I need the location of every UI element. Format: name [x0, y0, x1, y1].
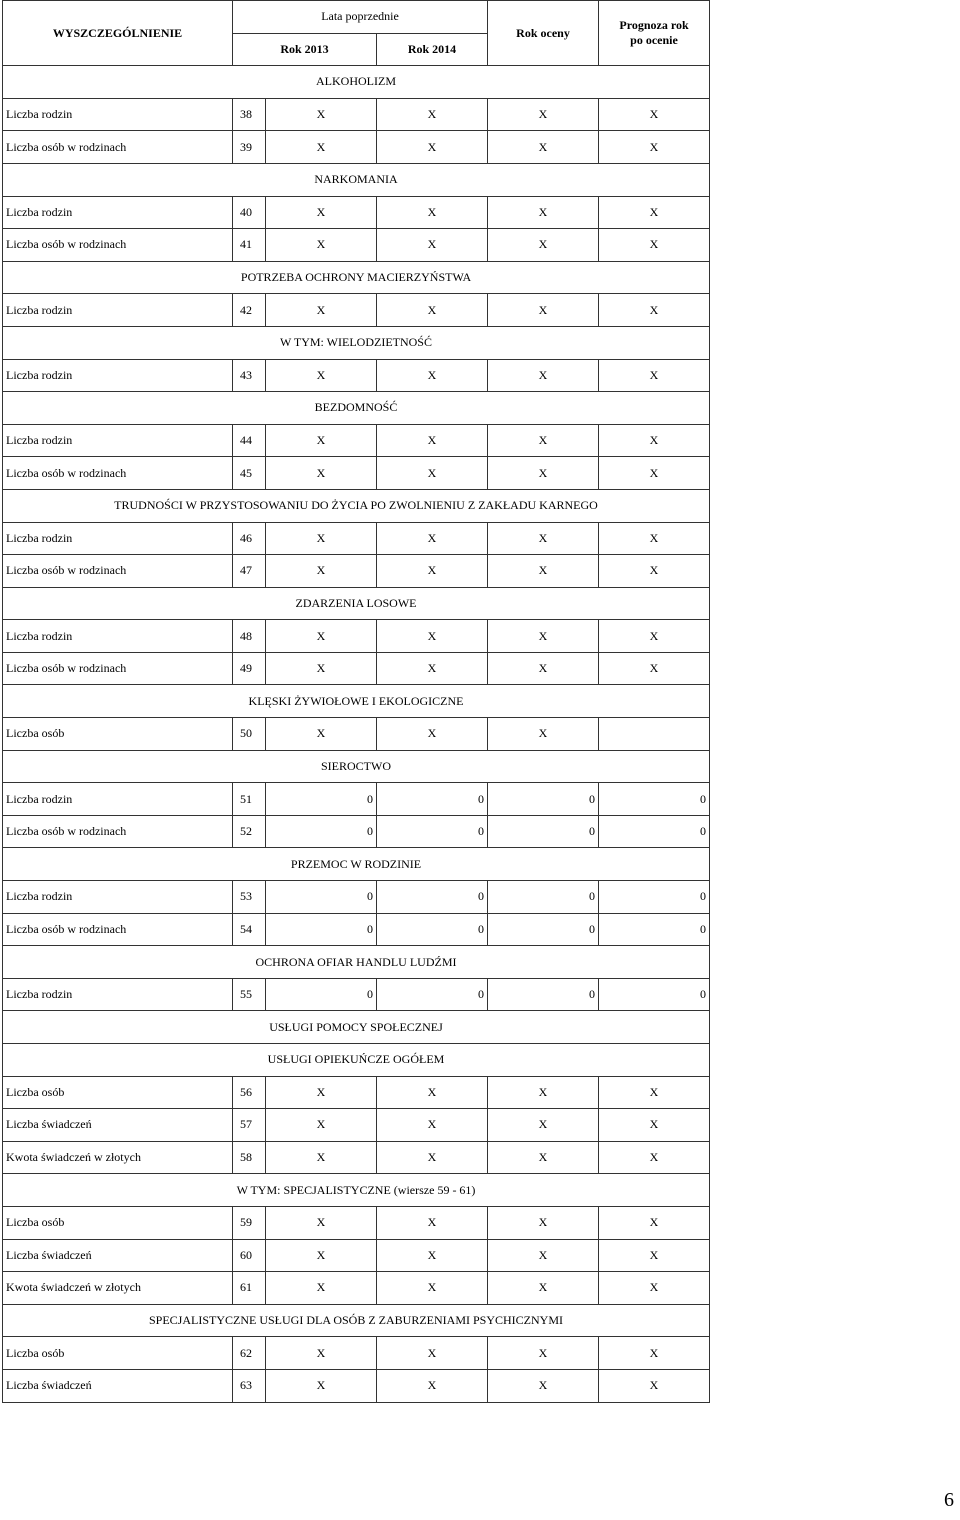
row-value-2: X: [377, 1369, 488, 1402]
table-row: [3, 196, 710, 229]
row-number: 62: [233, 1337, 266, 1370]
section-row: [3, 848, 710, 881]
row-value-2: X: [377, 718, 488, 751]
row-label: Liczba świadczeń: [3, 1369, 233, 1402]
row-value-1: X: [266, 359, 377, 392]
row-label: Liczba świadczeń: [3, 1109, 233, 1142]
row-value-3: X: [488, 229, 599, 262]
row-label: Liczba rodzin: [3, 98, 233, 131]
row-label: Liczba rodzin: [3, 522, 233, 555]
row-label: Kwota świadczeń w złotych: [3, 1272, 233, 1305]
section-row: [3, 392, 710, 425]
row-value-3: X: [488, 1369, 599, 1402]
section-title: USŁUGI OPIEKUŃCZE OGÓŁEM: [3, 1044, 710, 1077]
table-row: [3, 457, 710, 490]
row-value-1: 0: [266, 815, 377, 848]
row-number: 52: [233, 815, 266, 848]
row-label: Liczba rodzin: [3, 294, 233, 327]
row-value-4: 0: [599, 978, 710, 1011]
table-row: [3, 620, 710, 653]
row-value-2: 0: [377, 913, 488, 946]
table-row: [3, 1239, 710, 1272]
row-value-1: X: [266, 652, 377, 685]
section-title: ALKOHOLIZM: [3, 66, 710, 99]
section-title: BEZDOMNOŚĆ: [3, 392, 710, 425]
section-title: NARKOMANIA: [3, 163, 710, 196]
table-row: [3, 1076, 710, 1109]
row-label: Kwota świadczeń w złotych: [3, 1141, 233, 1174]
row-label: Liczba rodzin: [3, 978, 233, 1011]
header-label: WYSZCZEGÓLNIENIE: [3, 1, 233, 66]
row-value-3: 0: [488, 783, 599, 816]
row-label: Liczba osób w rodzinach: [3, 457, 233, 490]
row-number: 53: [233, 881, 266, 914]
row-label: Liczba osób: [3, 1076, 233, 1109]
row-number: 54: [233, 913, 266, 946]
row-value-2: X: [377, 1109, 488, 1142]
section-title: W TYM: WIELODZIETNOŚĆ: [3, 326, 710, 359]
row-value-2: 0: [377, 978, 488, 1011]
section-title: POTRZEBA OCHRONY MACIERZYŃSTWA: [3, 261, 710, 294]
section-title: KLĘSKI ŻYWIOŁOWE I EKOLOGICZNE: [3, 685, 710, 718]
row-value-2: X: [377, 1141, 488, 1174]
table-row: [3, 1109, 710, 1142]
row-value-1: 0: [266, 881, 377, 914]
row-number: 40: [233, 196, 266, 229]
table-row: [3, 522, 710, 555]
row-value-4: 0: [599, 815, 710, 848]
row-value-3: X: [488, 620, 599, 653]
row-label: Liczba osób: [3, 1337, 233, 1370]
header-rating-year: Rok oceny: [488, 1, 599, 66]
section-row: [3, 1304, 710, 1337]
section-title: SPECJALISTYCZNE USŁUGI DLA OSÓB Z ZABURZENIAMI PSYCHICZNYMI: [3, 1304, 710, 1337]
row-number: 45: [233, 457, 266, 490]
row-value-3: X: [488, 98, 599, 131]
row-value-4: X: [599, 294, 710, 327]
row-label: Liczba rodzin: [3, 196, 233, 229]
row-label: Liczba osób w rodzinach: [3, 913, 233, 946]
row-value-4: X: [599, 1206, 710, 1239]
section-row: [3, 489, 710, 522]
section-title: OCHRONA OFIAR HANDLU LUDŹMI: [3, 946, 710, 979]
row-value-4: 0: [599, 881, 710, 914]
section-title: TRUDNOŚCI W PRZYSTOSOWANIU DO ŻYCIA PO ZWOLNIENIU Z ZAKŁADU KARNEGO: [3, 489, 710, 522]
row-value-3: 0: [488, 815, 599, 848]
header-forecast-line1: Prognoza rok: [619, 18, 689, 33]
row-value-3: X: [488, 457, 599, 490]
row-number: 46: [233, 522, 266, 555]
row-value-4: X: [599, 131, 710, 164]
row-value-4: X: [599, 1109, 710, 1142]
row-value-1: X: [266, 1272, 377, 1305]
row-value-1: X: [266, 1239, 377, 1272]
row-number: 39: [233, 131, 266, 164]
row-value-2: X: [377, 1239, 488, 1272]
header-row: [3, 1, 710, 34]
row-value-1: X: [266, 294, 377, 327]
row-number: 38: [233, 98, 266, 131]
row-number: 41: [233, 229, 266, 262]
row-label: Liczba osób w rodzinach: [3, 229, 233, 262]
row-value-4: 0: [599, 783, 710, 816]
row-number: 56: [233, 1076, 266, 1109]
row-value-4: X: [599, 1337, 710, 1370]
row-number: 61: [233, 1272, 266, 1305]
row-value-4: X: [599, 196, 710, 229]
row-label: Liczba rodzin: [3, 783, 233, 816]
row-value-3: X: [488, 1239, 599, 1272]
row-value-3: 0: [488, 978, 599, 1011]
row-label: Liczba osób: [3, 1206, 233, 1239]
table-row: [3, 131, 710, 164]
row-value-3: X: [488, 522, 599, 555]
row-value-1: X: [266, 522, 377, 555]
row-value-2: X: [377, 522, 488, 555]
row-number: 59: [233, 1206, 266, 1239]
row-value-1: X: [266, 1141, 377, 1174]
row-label: Liczba rodzin: [3, 424, 233, 457]
row-label: Liczba osób: [3, 718, 233, 751]
section-row: [3, 685, 710, 718]
section-row: [3, 946, 710, 979]
section-row: [3, 1174, 710, 1207]
table-row: [3, 1206, 710, 1239]
row-value-2: X: [377, 1272, 488, 1305]
row-value-4: X: [599, 1239, 710, 1272]
row-number: 42: [233, 294, 266, 327]
table-row: [3, 1141, 710, 1174]
section-title: USŁUGI POMOCY SPOŁECZNEJ: [3, 1011, 710, 1044]
row-value-1: X: [266, 229, 377, 262]
table-row: [3, 229, 710, 262]
row-number: 47: [233, 555, 266, 588]
table-row: [3, 359, 710, 392]
row-value-1: X: [266, 718, 377, 751]
row-value-3: 0: [488, 881, 599, 914]
table-row: [3, 1272, 710, 1305]
row-value-2: X: [377, 1076, 488, 1109]
row-value-1: X: [266, 1369, 377, 1402]
row-value-1: 0: [266, 783, 377, 816]
row-number: 44: [233, 424, 266, 457]
row-value-4: [599, 718, 710, 751]
row-value-3: X: [488, 131, 599, 164]
row-value-4: X: [599, 229, 710, 262]
row-value-3: X: [488, 359, 599, 392]
section-title: ZDARZENIA LOSOWE: [3, 587, 710, 620]
row-value-2: X: [377, 652, 488, 685]
row-number: 51: [233, 783, 266, 816]
row-label: Liczba osób w rodzinach: [3, 652, 233, 685]
row-value-4: X: [599, 98, 710, 131]
row-label: Liczba rodzin: [3, 359, 233, 392]
header-year-2013: Rok 2013: [233, 33, 377, 66]
row-value-4: X: [599, 359, 710, 392]
section-row: [3, 261, 710, 294]
table-row: [3, 555, 710, 588]
row-value-1: X: [266, 555, 377, 588]
header-forecast-line2: po ocenie: [630, 33, 678, 48]
section-row: [3, 1011, 710, 1044]
row-value-1: X: [266, 196, 377, 229]
row-value-3: X: [488, 1206, 599, 1239]
table-row: [3, 783, 710, 816]
row-value-2: 0: [377, 881, 488, 914]
row-value-3: X: [488, 1141, 599, 1174]
table-row: [3, 815, 710, 848]
table-row: [3, 913, 710, 946]
row-value-4: X: [599, 424, 710, 457]
row-value-3: X: [488, 1109, 599, 1142]
row-value-4: X: [599, 652, 710, 685]
row-value-3: X: [488, 424, 599, 457]
table-row: [3, 424, 710, 457]
header-previous-years: Lata poprzednie: [233, 1, 488, 34]
row-value-4: X: [599, 620, 710, 653]
row-value-1: 0: [266, 978, 377, 1011]
row-value-2: 0: [377, 815, 488, 848]
row-number: 63: [233, 1369, 266, 1402]
section-row: [3, 1044, 710, 1077]
row-value-4: 0: [599, 913, 710, 946]
row-value-1: X: [266, 457, 377, 490]
row-value-2: 0: [377, 783, 488, 816]
row-value-4: X: [599, 1272, 710, 1305]
row-value-2: X: [377, 1206, 488, 1239]
row-value-4: X: [599, 457, 710, 490]
row-value-1: X: [266, 424, 377, 457]
row-number: 49: [233, 652, 266, 685]
section-row: [3, 66, 710, 99]
table-row: [3, 1337, 710, 1370]
row-value-4: X: [599, 1141, 710, 1174]
row-value-1: X: [266, 620, 377, 653]
row-value-4: X: [599, 1076, 710, 1109]
row-label: Liczba osób w rodzinach: [3, 131, 233, 164]
table-row: [3, 1369, 710, 1402]
row-value-4: X: [599, 522, 710, 555]
table-row: [3, 978, 710, 1011]
row-value-4: X: [599, 555, 710, 588]
row-label: Liczba świadczeń: [3, 1239, 233, 1272]
row-label: Liczba osób w rodzinach: [3, 815, 233, 848]
row-value-3: X: [488, 294, 599, 327]
row-value-3: X: [488, 718, 599, 751]
section-row: [3, 587, 710, 620]
row-number: 48: [233, 620, 266, 653]
row-value-2: X: [377, 457, 488, 490]
row-value-2: X: [377, 196, 488, 229]
header-year-2014: Rok 2014: [377, 33, 488, 66]
row-value-2: X: [377, 98, 488, 131]
row-value-3: X: [488, 1076, 599, 1109]
row-value-1: 0: [266, 913, 377, 946]
row-value-1: X: [266, 98, 377, 131]
row-number: 60: [233, 1239, 266, 1272]
row-number: 43: [233, 359, 266, 392]
row-value-1: X: [266, 131, 377, 164]
section-title: SIEROCTWO: [3, 750, 710, 783]
row-number: 50: [233, 718, 266, 751]
row-value-1: X: [266, 1337, 377, 1370]
row-value-2: X: [377, 131, 488, 164]
row-value-4: X: [599, 1369, 710, 1402]
row-value-2: X: [377, 555, 488, 588]
row-number: 57: [233, 1109, 266, 1142]
table-row: [3, 294, 710, 327]
row-value-2: X: [377, 294, 488, 327]
header-forecast: [599, 1, 710, 66]
report-table: [2, 0, 710, 1403]
row-value-2: X: [377, 424, 488, 457]
row-value-2: X: [377, 229, 488, 262]
table-row: [3, 652, 710, 685]
table-row: [3, 718, 710, 751]
row-value-1: X: [266, 1076, 377, 1109]
row-value-2: X: [377, 359, 488, 392]
section-row: [3, 326, 710, 359]
row-value-3: X: [488, 196, 599, 229]
row-label: Liczba rodzin: [3, 620, 233, 653]
table-row: [3, 98, 710, 131]
row-label: Liczba rodzin: [3, 881, 233, 914]
section-row: [3, 163, 710, 196]
section-row: [3, 750, 710, 783]
row-number: 55: [233, 978, 266, 1011]
row-value-1: X: [266, 1206, 377, 1239]
table-row: [3, 881, 710, 914]
row-value-2: X: [377, 1337, 488, 1370]
row-value-1: X: [266, 1109, 377, 1142]
row-label: Liczba osób w rodzinach: [3, 555, 233, 588]
row-value-3: 0: [488, 913, 599, 946]
row-number: 58: [233, 1141, 266, 1174]
section-title: PRZEMOC W RODZINIE: [3, 848, 710, 881]
section-title: W TYM: SPECJALISTYCZNE (wiersze 59 - 61): [3, 1174, 710, 1207]
page-number: 6: [944, 1489, 954, 1511]
row-value-2: X: [377, 620, 488, 653]
row-value-3: X: [488, 652, 599, 685]
row-value-3: X: [488, 1337, 599, 1370]
row-value-3: X: [488, 555, 599, 588]
row-value-3: X: [488, 1272, 599, 1305]
